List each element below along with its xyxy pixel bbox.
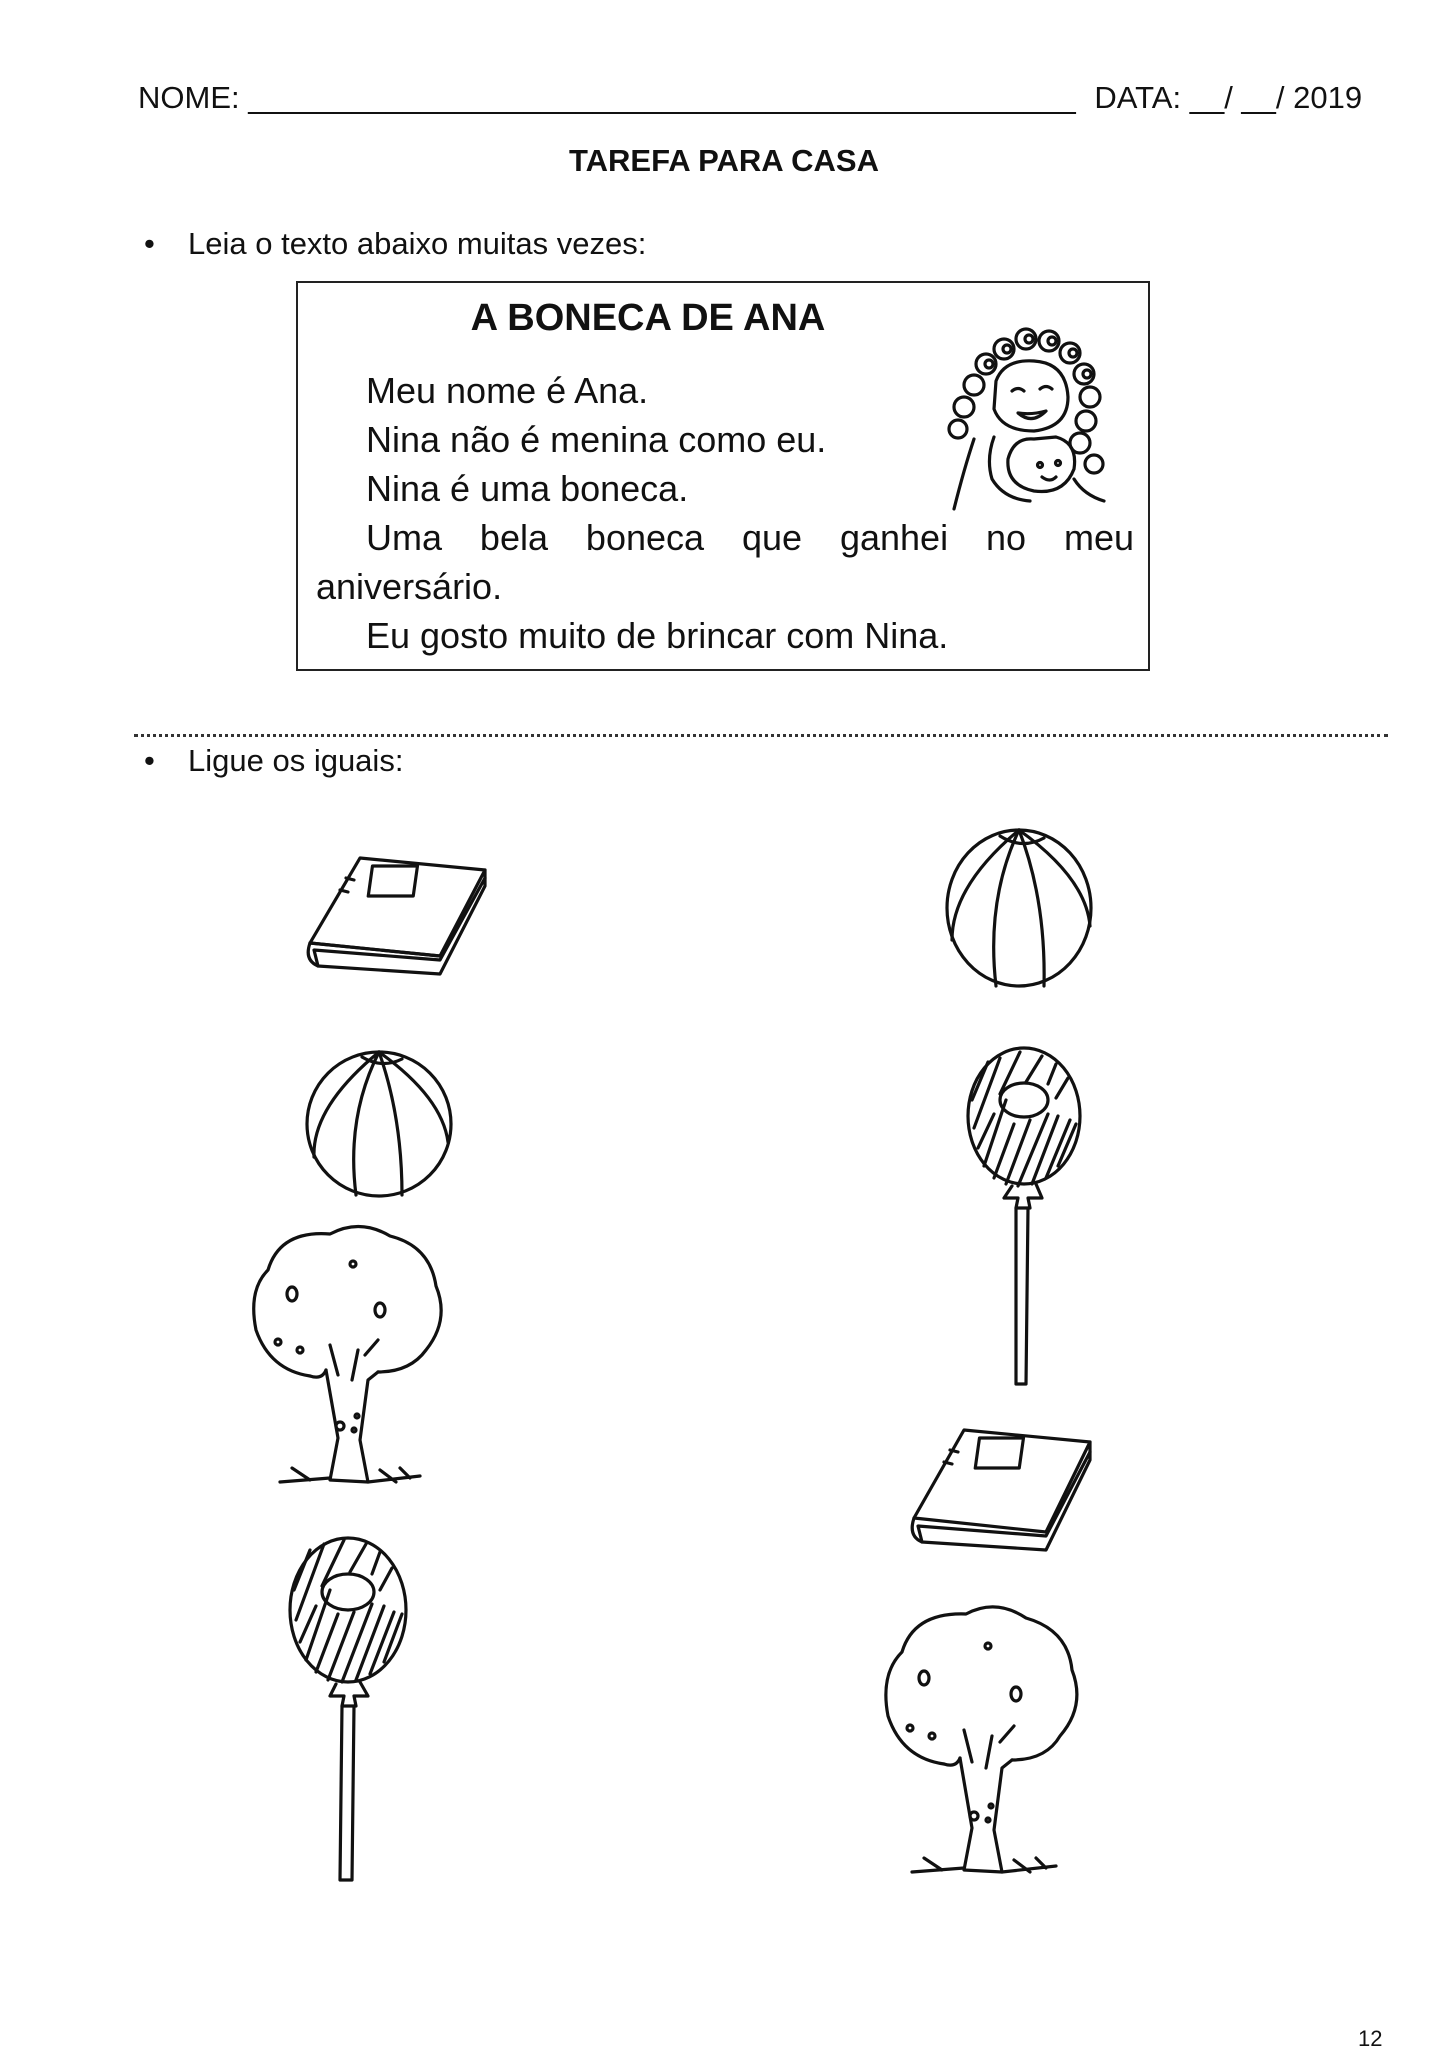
page-title: TAREFA PARA CASA [569, 143, 879, 178]
story-line: Uma bela boneca que ganhei no meu [366, 517, 1134, 558]
section-divider [134, 734, 1388, 737]
name-field-label: NOME: ________________________________________________ [138, 80, 1076, 115]
date-field-label: DATA: __/ __/ 2019 [1094, 80, 1363, 115]
lollipop-icon[interactable] [280, 1530, 420, 1890]
book-icon[interactable] [300, 848, 500, 988]
story-title: A BONECA DE ANA [470, 297, 826, 339]
ball-icon[interactable] [942, 826, 1096, 991]
reading-box [296, 281, 1150, 671]
page-number: 12 [1358, 2026, 1383, 2051]
girl-with-doll-illustration [934, 319, 1144, 519]
story-line: Meu nome é Ana. [366, 370, 649, 411]
tree-icon[interactable] [250, 1220, 450, 1510]
bullet-marker: • [144, 226, 155, 261]
instruction-match-text: Ligue os iguais: [188, 743, 404, 778]
tree-icon[interactable] [880, 1600, 1090, 1900]
story-line: aniversário. [316, 566, 503, 607]
story-line: Nina é uma boneca. [366, 468, 689, 509]
book-icon[interactable] [904, 1420, 1104, 1565]
lollipop-icon[interactable] [958, 1044, 1098, 1394]
bullet-marker: • [144, 743, 155, 778]
story-line: Eu gosto muito de brincar com Nina. [366, 615, 949, 656]
header-line [138, 80, 1378, 116]
instruction-read-text: Leia o texto abaixo muitas vezes: [188, 226, 647, 261]
ball-icon[interactable] [302, 1047, 456, 1201]
story-line: Nina não é menina como eu. [366, 419, 827, 460]
